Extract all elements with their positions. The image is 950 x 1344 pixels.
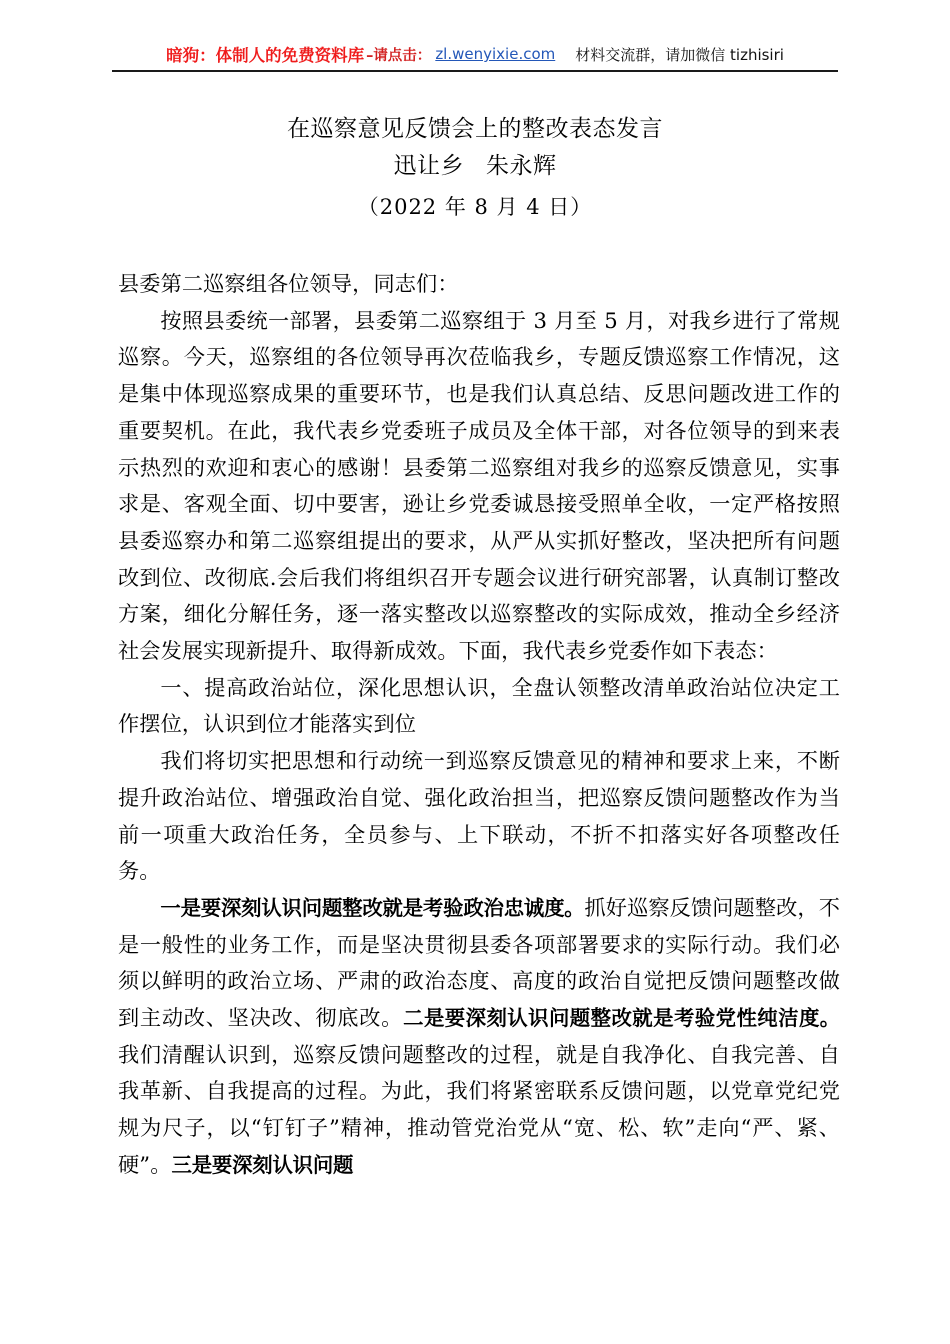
paragraph-3 [118,890,840,1184]
document-body [118,266,840,1184]
document-date: （2022 年 8 月 4 日） [357,195,593,219]
promo-banner [112,40,838,72]
section-heading-1: 一、提高政治站位，深化思想认识，全盘认领整改清单政治站位决定工作摆位，认识到位才能落实到位 [118,674,840,737]
page-title: 在巡察意见反馈会上的整改表态发言 [287,116,663,142]
paragraph-1: 按照县委统一部署，县委第二巡察组于 3 月至 5 月，对我乡进行了常规巡察。今天，巡察组的各位领导再次莅临我乡，专题反馈巡察工作情况，这是集中体现巡察成果的重要环节，也是我们认真总结、反思问题改进工作的重要契机。在此，我代表乡党委班子成员及全体干部，对各位领导的到来表示热烈的欢迎和衷心的感谢！县委第二巡察组对我乡的巡察反馈意见，实事求是、客观全面、切中要害，逊让乡党委诚恳接受照单全收，一定严格按照县委巡察办和第二巡察组提出的要求，从严从实抓好整改，坚决把所有问题改到位、改彻底.会后我们将组织召开专题会议进行研究部署，认真制订整改方案，细化分解任务，逐一落实整改以巡察整改的实际成效，推动全乡经济社会发展实现新提升、取得新成效。下面，我代表乡党委作如下表态： [118,307,840,664]
point-3-bold: 三是要深刻认识问题 [171,1152,354,1177]
author-org: 迅让乡 [393,153,464,179]
promo-brand-text: 暗狗：体制人的免费资料库 [166,46,365,65]
title-block [112,112,838,226]
promo-website-link[interactable]: zl.wenyixie.com [435,45,556,63]
point-1-bold: 一是要深刻认识问题整改就是考验政治忠诚度。 [160,895,585,920]
salutation-line: 县委第二巡察组各位领导，同志们： [118,271,459,296]
paragraph-2: 我们将切实把思想和行动统一到巡察反馈意见的精神和要求上来，不断提升政治站位、增强政治自觉、强化政治担当，把巡察反馈问题整改作为当前一项重大政治任务，全员参与、上下联动，不折不扣落实好各项整改任务。 [118,748,840,884]
promo-click-text: –请点击： [366,47,432,64]
author-line [112,148,838,184]
point-2-text: 我们清醒认识到，巡察反馈问题整改的过程，就是自我净化、自我完善、自我革新、自我提高的过程。为此，我们将紧密联系反馈问题，以党章党纪党规为尺子，以“钉钉子”精神，推动管党治党从“宽、松、软”走向“严、紧、硬”。 [118,1041,840,1177]
point-2-bold: 二是要深刻认识问题整改就是考验党性纯洁度。 [403,1006,840,1031]
author-name: 朱永辉 [486,153,557,179]
point-1-text: 抓好巡察反馈问题整改，不是一般性的业务工作，而是坚决贯彻县委各项部署要求的实际行动。我们必须以鲜明的政治立场、严肃的政治态度、高度的政治自觉把反馈问题整改做到主动改、坚决改、彻底改。 [118,894,840,1031]
promo-wechat-text: 材料交流群，请加微信 tizhisiri [575,45,784,64]
